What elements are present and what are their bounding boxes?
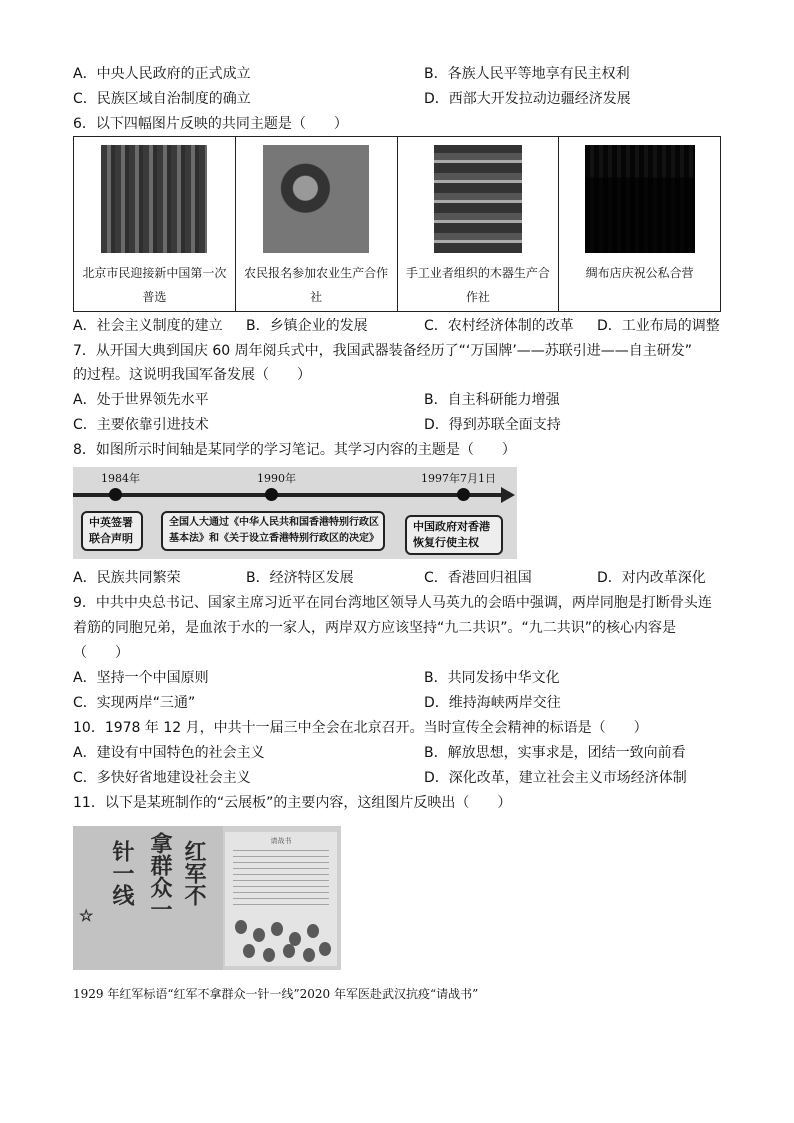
q9-stem-line3: （ ） [73, 645, 129, 661]
timeline-box-1997-line1: 中国政府对香港 [413, 520, 490, 533]
q6-photo-election [101, 145, 207, 253]
slogan-col-3: 针一线 [109, 840, 135, 906]
q6-caption-4: 绸布店庆祝公私合营 [585, 266, 694, 280]
petition-text-lines [233, 850, 329, 910]
q6-option-b: B．乡镇企业的发展 [246, 318, 368, 334]
star-icon: ☆ [79, 906, 94, 925]
q7-option-d: D．得到苏联全面支持 [424, 417, 561, 433]
q6-cell-1 [74, 137, 236, 311]
q6-option-d: D．工业布局的调整 [597, 318, 720, 334]
q9-option-d: D．维持海峡两岸交往 [424, 695, 561, 711]
q6-option-c: C．农村经济体制的改革 [424, 318, 574, 334]
q6-option-a: A．社会主义制度的建立 [73, 318, 223, 334]
fingerprint-icon [243, 944, 255, 958]
timeline-box-1997 [405, 515, 503, 555]
q8-option-a: A．民族共同繁荣 [73, 570, 181, 586]
q7-stem-line1: 7．从开国大典到国庆 60 周年阅兵式中，我国武器装备经历了“‘万国牌’——苏联引进——自主研发” [73, 343, 693, 359]
q7-option-b: B．自主科研能力增强 [424, 392, 560, 408]
q6-photo-handicraft [434, 145, 522, 253]
q8-option-d: D．对内改革深化 [597, 570, 706, 586]
timeline-arrow-head [501, 487, 515, 503]
timeline-year-1997: 1997年7月1日 [421, 472, 496, 485]
fingerprint-icon [235, 920, 247, 934]
q7-stem-line2: 的过程。这说明我国军备发展（ ） [73, 367, 311, 383]
q10-option-d: D．深化改革，建立社会主义市场经济体制 [424, 770, 687, 786]
q8-option-b: B．经济特区发展 [246, 570, 354, 586]
q7-option-a: A．处于世界领先水平 [73, 392, 209, 408]
timeline-box-1984 [81, 511, 143, 551]
fingerprint-icon [263, 948, 275, 962]
q6-cell-3 [398, 137, 560, 311]
petition-letter [225, 832, 337, 966]
slogan-col-1: 红军不 [181, 840, 207, 906]
q10-option-b: B．解放思想，实事求是，团结一致向前看 [424, 745, 686, 761]
timeline-axis [73, 493, 505, 497]
q5-option-c: C．民族区域自治制度的确立 [73, 91, 251, 107]
timeline-dot-1984 [109, 488, 122, 501]
fingerprint-icon [253, 928, 265, 942]
q9-option-c: C．实现两岸“三通” [73, 695, 196, 711]
q9-stem-line2: 着筋的同胞兄弟，是血浓于水的一家人，两岸双方应该坚持“九二共识”。“九二共识”的核心内容是 [73, 620, 677, 636]
q6-photo-cooperative [263, 145, 369, 253]
timeline-year-1984: 1984年 [101, 472, 140, 485]
timeline-year-1990: 1990年 [257, 472, 296, 485]
q6-image-table [73, 136, 721, 312]
timeline-box-1984-line2: 联合声明 [89, 532, 133, 545]
q5-option-d: D．西部大开发拉动边疆经济发展 [424, 91, 631, 107]
q5-option-a: A．中央人民政府的正式成立 [73, 66, 251, 82]
q6-caption-2: 农民报名参加农业生产合作社 [244, 266, 389, 304]
q6-cell-2 [236, 137, 398, 311]
q10-option-a: A．建设有中国特色的社会主义 [73, 745, 265, 761]
timeline-box-1990 [161, 511, 385, 551]
q9-stem-line1: 9．中共中央总书记、国家主席习近平在同台湾地区领导人马英九的会晤中强调，两岸同胞是打断骨头连 [73, 595, 712, 611]
timeline-box-1997-line2: 恢复行使主权 [413, 536, 479, 549]
q8-option-c: C．香港回归祖国 [424, 570, 532, 586]
q8-timeline-image [73, 467, 517, 559]
fingerprint-icon [271, 922, 283, 936]
q9-option-b: B．共同发扬中华文化 [424, 670, 560, 686]
timeline-box-1990-line2: 基本法》和《关于设立香港特别行政区的决定》 [169, 533, 379, 544]
q6-stem: 6．以下四幅图片反映的共同主题是（ ） [73, 116, 348, 132]
q10-option-c: C．多快好省地建设社会主义 [73, 770, 251, 786]
q6-photo-shop [585, 145, 695, 253]
fingerprint-icon [283, 944, 295, 958]
fingerprint-icon [319, 942, 331, 956]
fingerprint-icon [307, 924, 319, 938]
q11-cloud-board-image [73, 826, 341, 970]
q6-caption-1: 北京市民迎接新中国第一次普选 [82, 266, 227, 304]
q11-caption: 1929 年红军标语“红军不拿群众一针一线”2020 年军医赴武汉抗疫“请战书” [73, 987, 479, 1001]
q5-option-b: B．各族人民平等地享有民主权利 [424, 66, 630, 82]
q11-stem: 11．以下是某班制作的“云展板”的主要内容，这组图片反映出（ ） [73, 795, 512, 811]
q6-caption-3: 手工业者组织的木器生产合作社 [405, 266, 550, 304]
slogan-panel [73, 826, 223, 970]
q6-cell-4 [559, 137, 720, 311]
q10-stem: 10．1978 年 12 月，中共十一届三中全会在北京召开。当时宣传全会精神的标语是（ ） [73, 720, 648, 736]
q9-option-a: A．坚持一个中国原则 [73, 670, 209, 686]
petition-title: 请战书 [270, 837, 292, 845]
timeline-dot-1990 [265, 488, 278, 501]
slogan-col-2: 拿群众一 [147, 832, 173, 920]
q8-stem: 8．如图所示时间轴是某同学的学习笔记。其学习内容的主题是（ ） [73, 442, 516, 458]
fingerprint-icon [303, 948, 315, 962]
timeline-dot-1997 [457, 488, 470, 501]
timeline-box-1990-line1: 全国人大通过《中华人民共和国香港特别行政区 [169, 517, 379, 528]
q7-option-c: C．主要依靠引进技术 [73, 417, 209, 433]
timeline-box-1984-line1: 中英签署 [89, 516, 133, 529]
